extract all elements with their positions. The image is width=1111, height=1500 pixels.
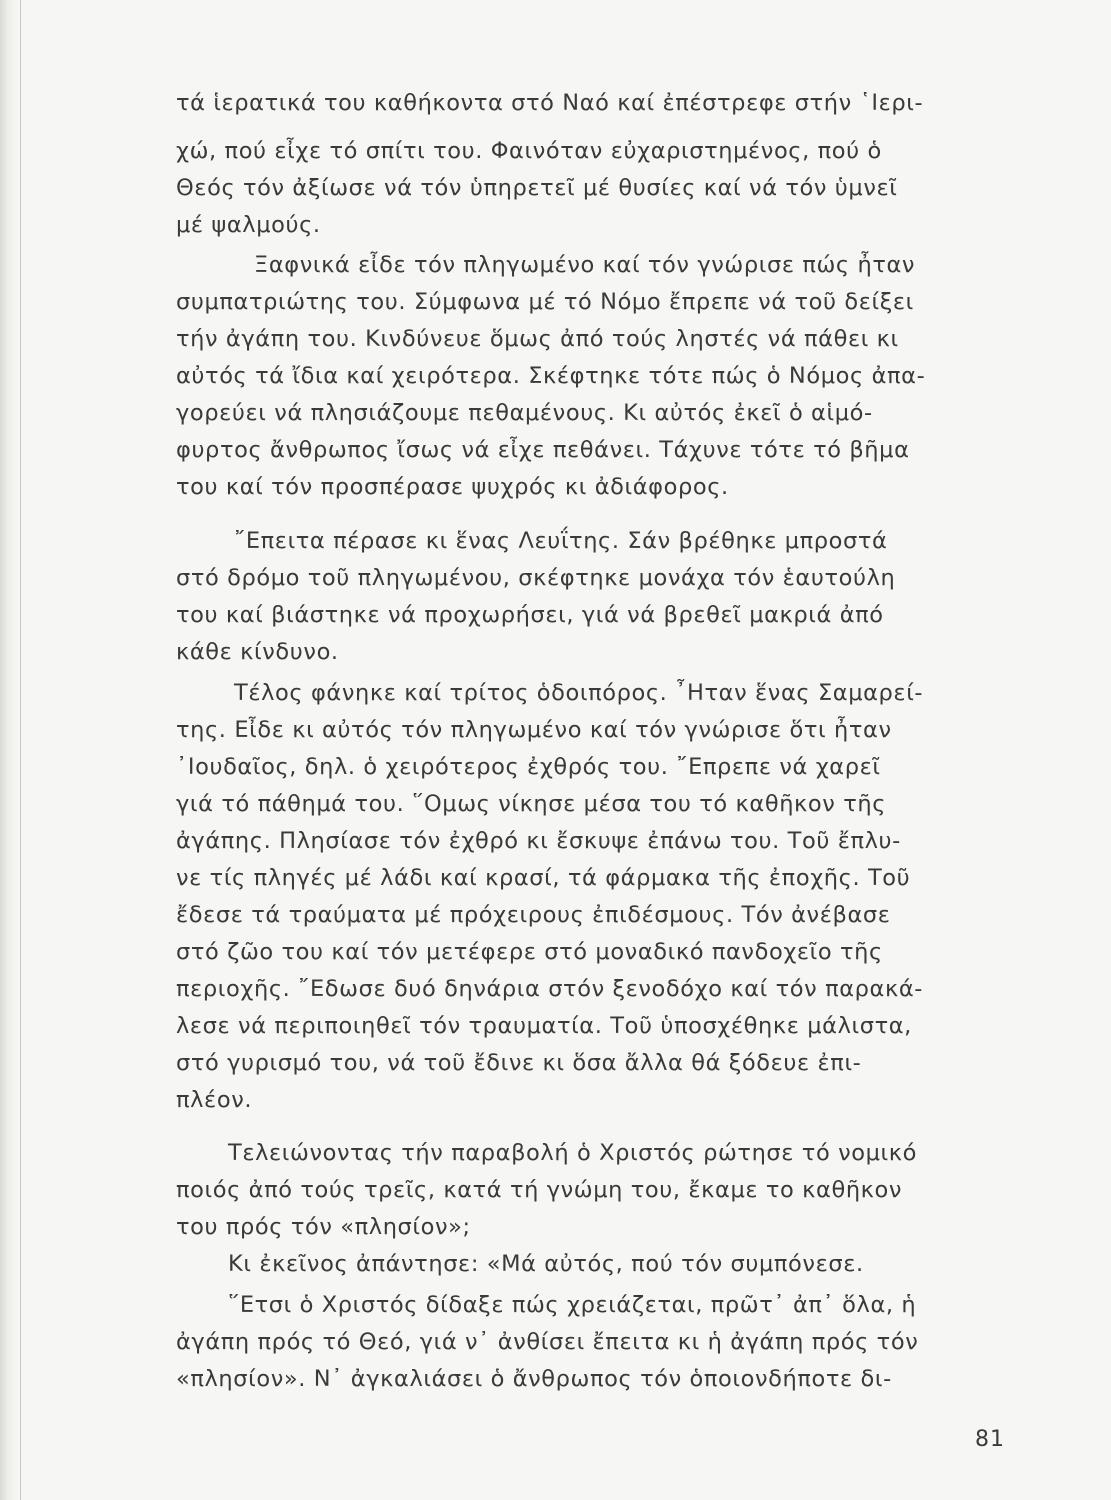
text-line: του καί βιάστηκε νά προχωρήσει, γιά νά βρεθεῖ μακριά ἀπό bbox=[176, 602, 884, 628]
text-line: πλέον. bbox=[176, 1087, 253, 1113]
text-line: ἀγάπη πρός τό Θεό, γιά ν᾿ ἀνθίσει ἔπειτα κι ἡ ἀγάπη πρός τόν bbox=[176, 1329, 919, 1355]
text-line: ᾿Ιουδαῖος, δηλ. ὁ χειρότερος ἐχθρός του. ῎Επρεπε νά χαρεῖ bbox=[176, 754, 881, 780]
text-line: ποιός ἀπό τούς τρεῖς, κατά τή γνώμη του, ἔκαμε το καθῆκον bbox=[176, 1177, 903, 1203]
text-line: του πρός τόν «πλησίον»; bbox=[176, 1214, 471, 1240]
text-line: νε τίς πληγές μέ λάδι καί κρασί, τά φάρμακα τῆς ἐποχῆς. Τοῦ bbox=[176, 865, 911, 891]
page-edge bbox=[20, 0, 21, 1500]
text-line: λεσε νά περιποιηθεῖ τόν τραυματία. Τοῦ ὑποσχέθηκε μάλιστα, bbox=[176, 1013, 912, 1039]
text-line: φυρτος ἄνθρωπος ἴσως νά εἶχε πεθάνει. Τάχυνε τότε τό βῆμα bbox=[176, 437, 910, 463]
page-number: 81 bbox=[975, 1427, 1005, 1452]
text-line: τά ἱερατικά του καθήκοντα στό Ναό καί ἐπέστρεφε στήν ῾Ιερι- bbox=[176, 90, 924, 116]
text-line: στό γυρισμό του, νά τοῦ ἔδινε κι ὅσα ἄλλα θά ξόδευε ἐπι- bbox=[176, 1050, 862, 1076]
text-line: της. Εἶδε κι αὐτός τόν πληγωμένο καί τόν γνώρισε ὅτι ἦταν bbox=[176, 717, 892, 743]
text-line: του καί τόν προσπέρασε ψυχρός κι ἀδιάφορος. bbox=[176, 474, 729, 500]
text-line: ῎Επειτα πέρασε κι ἕνας Λευΐτης. Σάν βρέθηκε μπροστά bbox=[234, 528, 888, 554]
text-line: «πλησίον». Ν᾿ ἀγκαλιάσει ὁ ἄνθρωπος τόν ὁποιονδήποτε δι- bbox=[176, 1366, 892, 1392]
text-line: γορεύει νά πλησιάζουμε πεθαμένους. Κι αὐτός ἐκεῖ ὁ αἱμό- bbox=[176, 400, 873, 426]
text-line: ἀγάπης. Πλησίασε τόν ἐχθρό κι ἔσκυψε ἐπάνω του. Τοῦ ἔπλυ- bbox=[176, 828, 901, 854]
text-line: Κι ἐκεῖνος ἀπάντησε: «Μά αὐτός, πού τόν συμπόνεσε. bbox=[228, 1251, 864, 1277]
text-line: μέ ψαλμούς. bbox=[176, 212, 321, 238]
page-binding-shadow bbox=[0, 0, 18, 1500]
text-line: αὐτός τά ἴδια καί χειρότερα. Σκέφτηκε τότε πώς ὁ Νόμος ἀπα- bbox=[176, 363, 926, 389]
text-line: Θεός τόν ἀξίωσε νά τόν ὑπηρετεῖ μέ θυσίες καί νά τόν ὑμνεῖ bbox=[176, 175, 898, 201]
text-line: περιοχῆς. ῎Εδωσε δυό δηνάρια στόν ξενοδόχο καί τόν παρακά- bbox=[176, 976, 923, 1002]
text-line: συμπατριώτης του. Σύμφωνα μέ τό Νόμο ἔπρεπε νά τοῦ δείξει bbox=[176, 289, 914, 315]
text-line: στό δρόμο τοῦ πληγωμένου, σκέφτηκε μονάχα τόν ἑαυτούλη bbox=[176, 565, 896, 591]
text-line: γιά τό πάθημά του. ῞Ομως νίκησε μέσα του τό καθῆκον τῆς bbox=[176, 791, 887, 817]
text-line: ῞Ετσι ὁ Χριστός δίδαξε πώς χρειάζεται, πρῶτ᾿ ἀπ᾿ ὅλα, ἡ bbox=[228, 1292, 917, 1318]
text-line: χώ, πού εἶχε τό σπίτι του. Φαινόταν εὐχαριστημένος, πού ὁ bbox=[176, 138, 882, 164]
text-line: κάθε κίνδυνο. bbox=[176, 639, 339, 665]
text-line: Ξαφνικά εἶδε τόν πληγωμένο καί τόν γνώρισε πώς ἦταν bbox=[254, 252, 916, 278]
text-line: στό ζῶο του καί τόν μετέφερε στό μοναδικό πανδοχεῖο τῆς bbox=[176, 939, 883, 965]
text-line: τήν ἀγάπη του. Κινδύνευε ὅμως ἀπό τούς ληστές νά πάθει κι bbox=[176, 326, 899, 352]
text-line: Τελειώνοντας τήν παραβολή ὁ Χριστός ρώτησε τό νομικό bbox=[228, 1140, 917, 1166]
text-line: ἔδεσε τά τραύματα μέ πρόχειρους ἐπιδέσμους. Τόν ἀνέβασε bbox=[176, 902, 891, 928]
text-line: Τέλος φάνηκε καί τρίτος ὁδοιπόρος. ῏Ηταν ἕνας Σαμαρεί- bbox=[234, 680, 924, 706]
